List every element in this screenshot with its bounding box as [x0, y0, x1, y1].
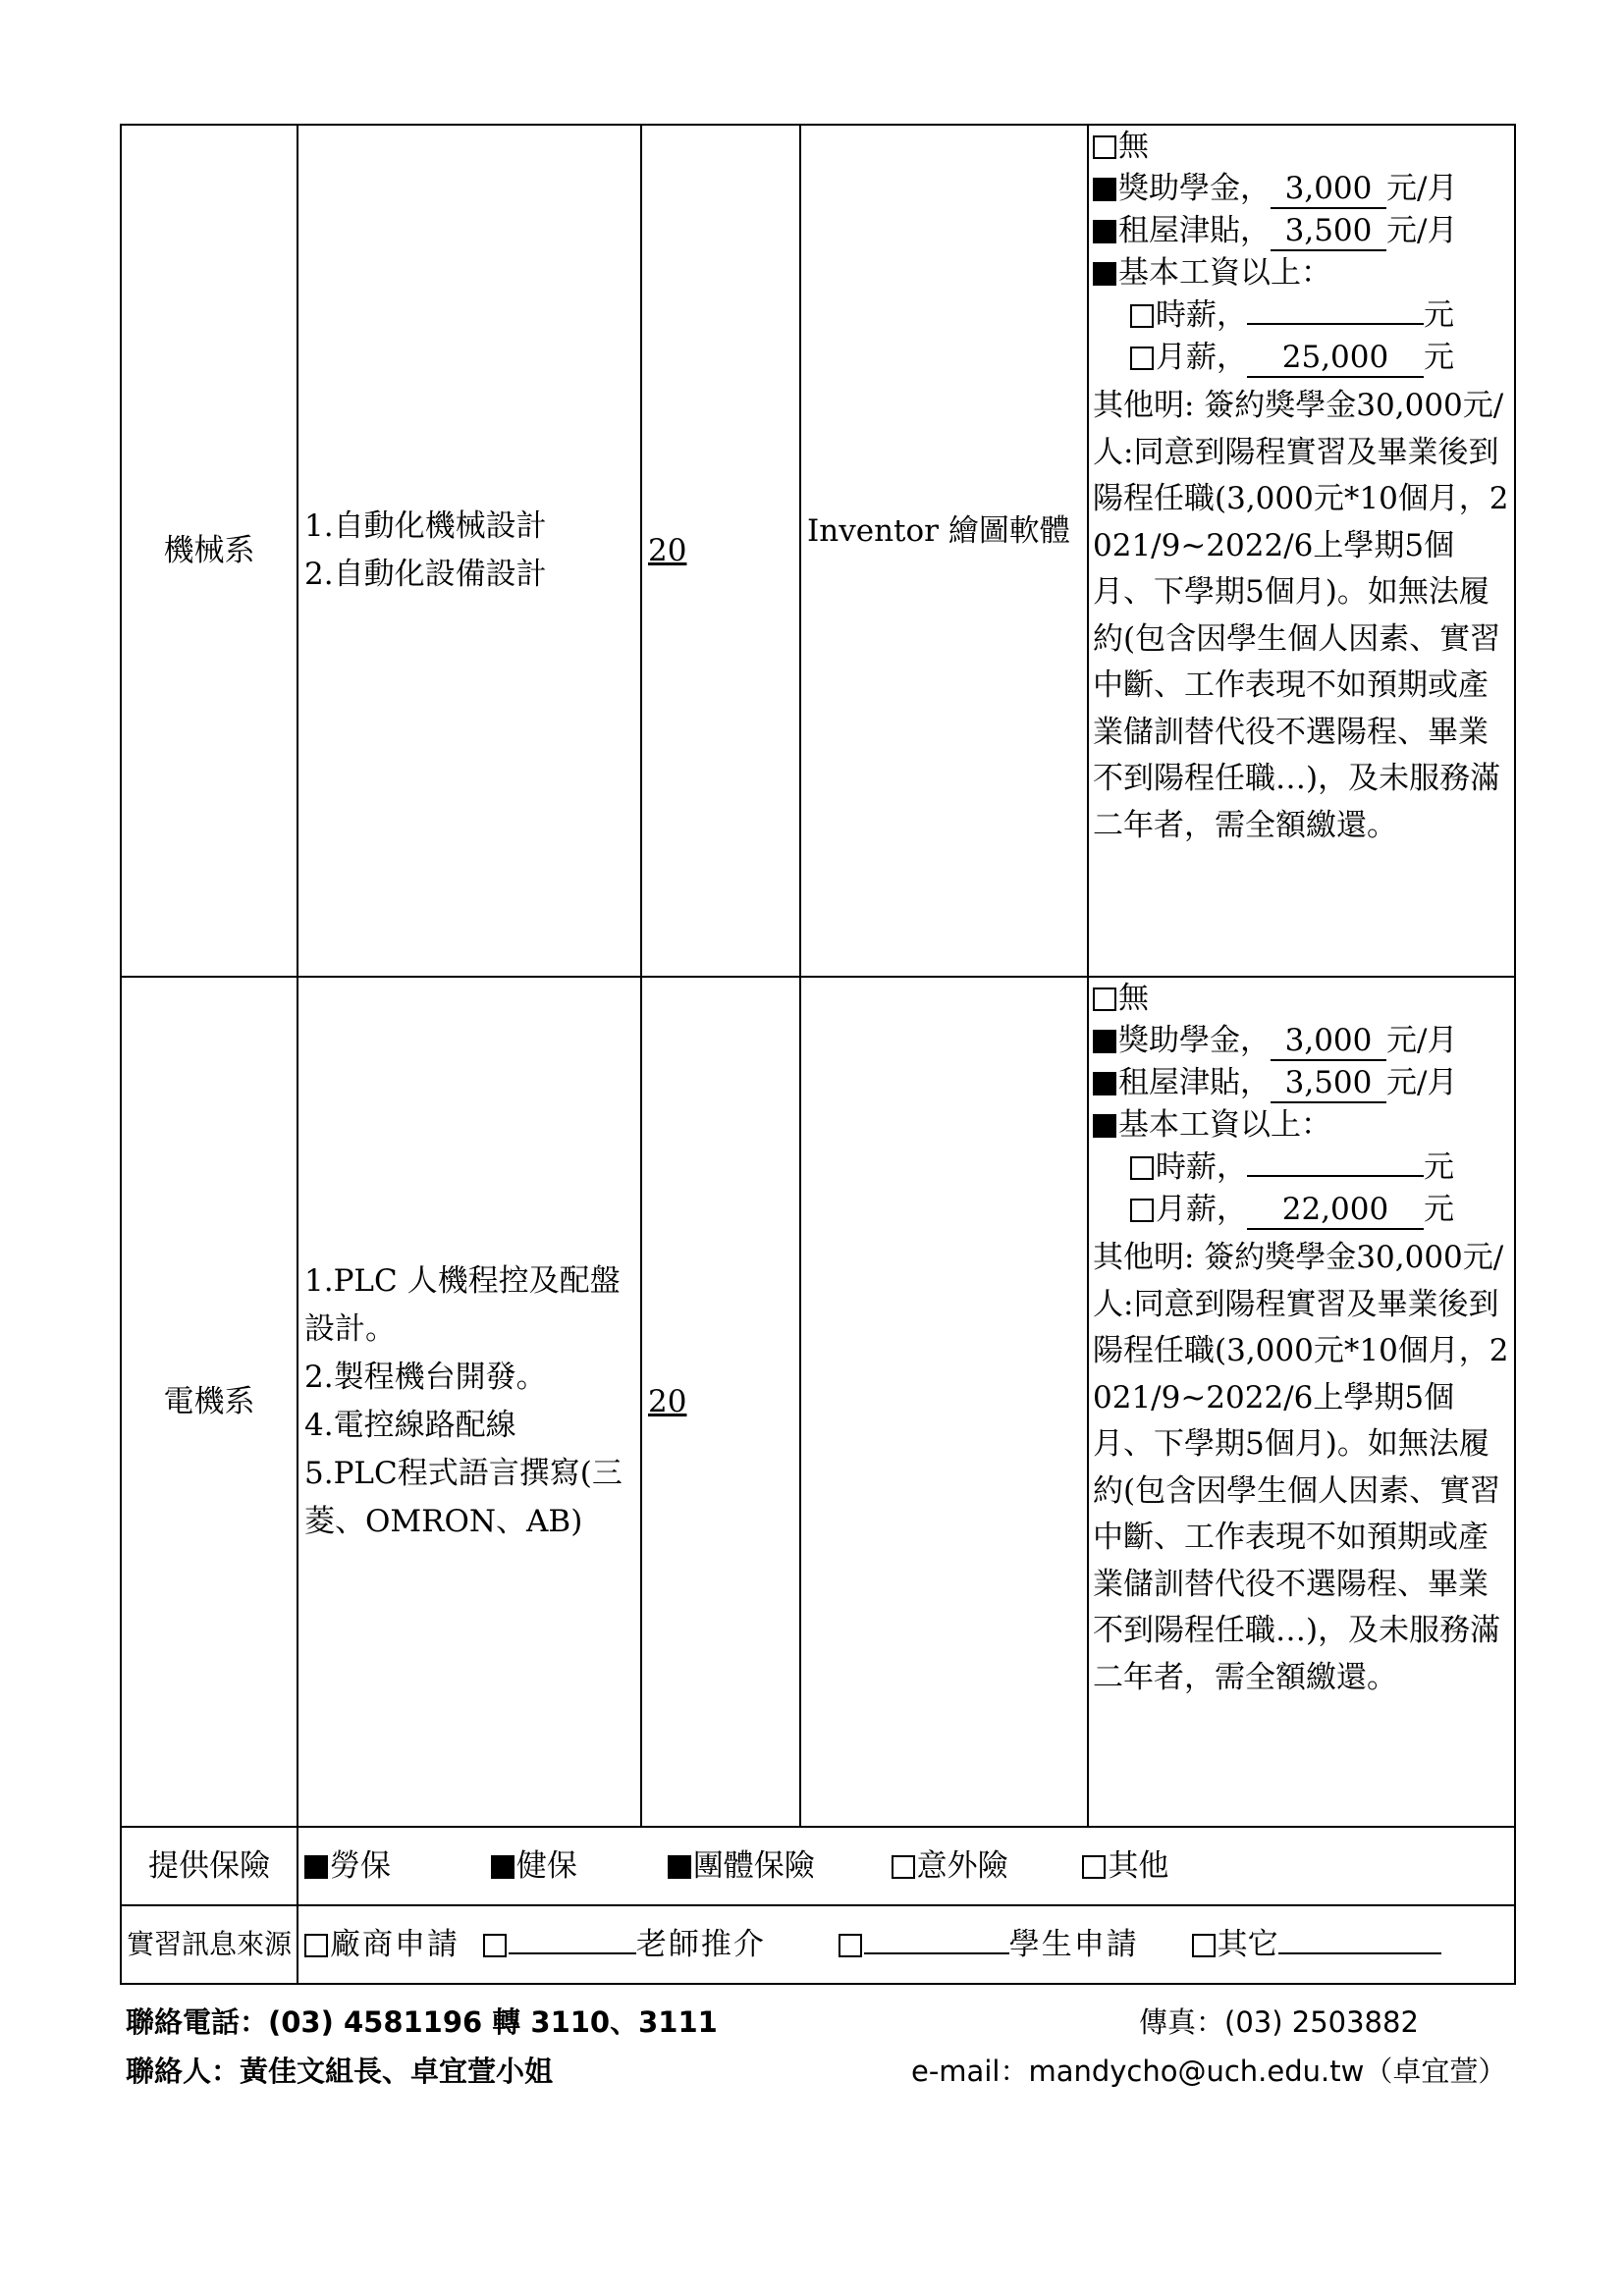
- checkbox-unchecked[interactable]: [1130, 347, 1154, 370]
- source-label: 實習訊息來源: [121, 1905, 298, 1984]
- benefits-cell: 無 獎助學金， 3,000 元/月 租屋津貼， 3,500 元/月 基本工資以上： 時薪， 元 月薪， 22,000 元 其他明: 簽約獎學金30,000元/人:同意到陽程實習及畢業後到陽程任職(3,000元*10個月，2021/9~2022/6上學期5個月、下學期5個月)。如無法履約(包含因學生個人因素、實習中斷、工作表現不如預期或產業儲訓替代役不選陽程、畢業不到陽程任職…)，及未服務滿二年者，需全額繳還。: [1088, 977, 1515, 1827]
- checkbox-unchecked[interactable]: [1082, 1855, 1106, 1879]
- checkbox-unchecked[interactable]: [483, 1934, 507, 1957]
- contact-person: 聯絡人：黃佳文組長、卓宜萱小姐: [126, 2055, 554, 2088]
- checkbox-unchecked[interactable]: [1093, 988, 1116, 1011]
- checkbox-checked[interactable]: [1093, 262, 1116, 286]
- checkbox-unchecked[interactable]: [1130, 304, 1154, 328]
- skill-item: 2.製程機台開發。: [304, 1360, 547, 1395]
- tools-cell: Inventor 繪圖軟體: [800, 125, 1088, 977]
- checkbox-checked[interactable]: [1093, 1114, 1116, 1138]
- rent-amount: 3,500: [1271, 1064, 1386, 1103]
- department-cell: 電機系: [121, 977, 298, 1827]
- checkbox-unchecked[interactable]: [839, 1934, 862, 1957]
- checkbox-checked[interactable]: [304, 1855, 328, 1879]
- scholarship-amount: 3,000: [1271, 170, 1386, 209]
- rent-amount: 3,500: [1271, 212, 1386, 251]
- checkbox-checked[interactable]: [491, 1855, 514, 1879]
- table-row: [121, 125, 1515, 977]
- contact-fax: 傳真：(03) 2503882: [1139, 2005, 1419, 2039]
- internship-table: [120, 124, 1516, 1985]
- checkbox-unchecked[interactable]: [1130, 1199, 1154, 1222]
- checkbox-checked[interactable]: [668, 1855, 691, 1879]
- hourly-amount: [1247, 1175, 1424, 1177]
- other-terms: 其他明: 簽約獎學金30,000元/人:同意到陽程實習及畢業後到陽程任職(3,000元*10個月，2021/9~2022/6上學期5個月、下學期5個月)。如無法履約(包含因學生個人因素、實習中斷、工作表現不如預期或產業儲訓替代役不選陽程、畢業不到陽程任職…)，及未服務滿二年者，需全額繳還。: [1093, 1240, 1509, 1695]
- source-row: [121, 1905, 1515, 1984]
- source-blank: [509, 1952, 636, 1954]
- other-terms: 其他明: 簽約獎學金30,000元/人:同意到陽程實習及畢業後到陽程任職(3,000元*10個月，2021/9~2022/6上學期5個月、下學期5個月)。如無法履約(包含因學生個人因素、實習中斷、工作表現不如預期或產業儲訓替代役不選陽程、畢業不到陽程任職…)，及未服務滿二年者，需全額繳還。: [1093, 388, 1509, 843]
- checkbox-unchecked[interactable]: [1130, 1156, 1154, 1180]
- skill-item: 5.PLC程式語言撰寫(三菱、OMRON、AB): [304, 1456, 623, 1539]
- source-options: 廠商申請 老師推介 學生申請 其它: [298, 1905, 1515, 1984]
- source-blank: [864, 1952, 1009, 1954]
- contact-email[interactable]: e-mail：mandycho@uch.edu.tw（卓宜萱）: [911, 2055, 1507, 2088]
- source-blank: [1278, 1952, 1441, 1954]
- skill-item: 1.自動化機械設計: [304, 508, 547, 544]
- count-cell: 20: [641, 125, 800, 977]
- monthly-amount: 22,000: [1247, 1191, 1424, 1230]
- count-cell: 20: [641, 977, 800, 1827]
- insurance-row: [121, 1827, 1515, 1905]
- hourly-amount: [1247, 323, 1424, 325]
- tools-cell: [800, 977, 1088, 1827]
- insurance-label: 提供保險: [121, 1827, 298, 1905]
- insurance-options: 勞保 健保 團體保險 意外險 其他: [298, 1827, 1515, 1905]
- monthly-amount: 25,000: [1247, 339, 1424, 378]
- checkbox-unchecked[interactable]: [1192, 1934, 1216, 1957]
- checkbox-unchecked[interactable]: [304, 1934, 328, 1957]
- checkbox-checked[interactable]: [1093, 1072, 1116, 1095]
- checkbox-checked[interactable]: [1093, 178, 1116, 201]
- checkbox-checked[interactable]: [1093, 1030, 1116, 1053]
- benefits-cell: 無 獎助學金， 3,000 元/月 租屋津貼， 3,500 元/月 基本工資以上： 時薪， 元 月薪， 25,000 元 其他明: 簽約獎學金30,000元/人:同意到陽程實習及畢業後到陽程任職(3,000元*10個月，2021/9~2022/6上學期5個月、下學期5個月)。如無法履約(包含因學生個人因素、實習中斷、工作表現不如預期或產業儲訓替代役不選陽程、畢業不到陽程任職…)，及未服務滿二年者，需全額繳還。: [1088, 125, 1515, 977]
- scholarship-amount: 3,000: [1271, 1022, 1386, 1061]
- checkbox-checked[interactable]: [1093, 220, 1116, 243]
- skill-item: 1.PLC 人機程控及配盤設計。: [304, 1263, 621, 1347]
- skills-cell: [298, 125, 641, 977]
- checkbox-unchecked[interactable]: [892, 1855, 915, 1879]
- skills-cell: [298, 977, 641, 1827]
- contact-phone: 聯絡電話：(03) 4581196 轉 3110、3111: [126, 2005, 718, 2039]
- skill-item: 4.電控線路配線: [304, 1408, 516, 1443]
- table-row: [121, 977, 1515, 1827]
- department-cell: 機械系: [121, 125, 298, 977]
- skill-item: 2.自動化設備設計: [304, 557, 547, 592]
- checkbox-unchecked[interactable]: [1093, 135, 1116, 159]
